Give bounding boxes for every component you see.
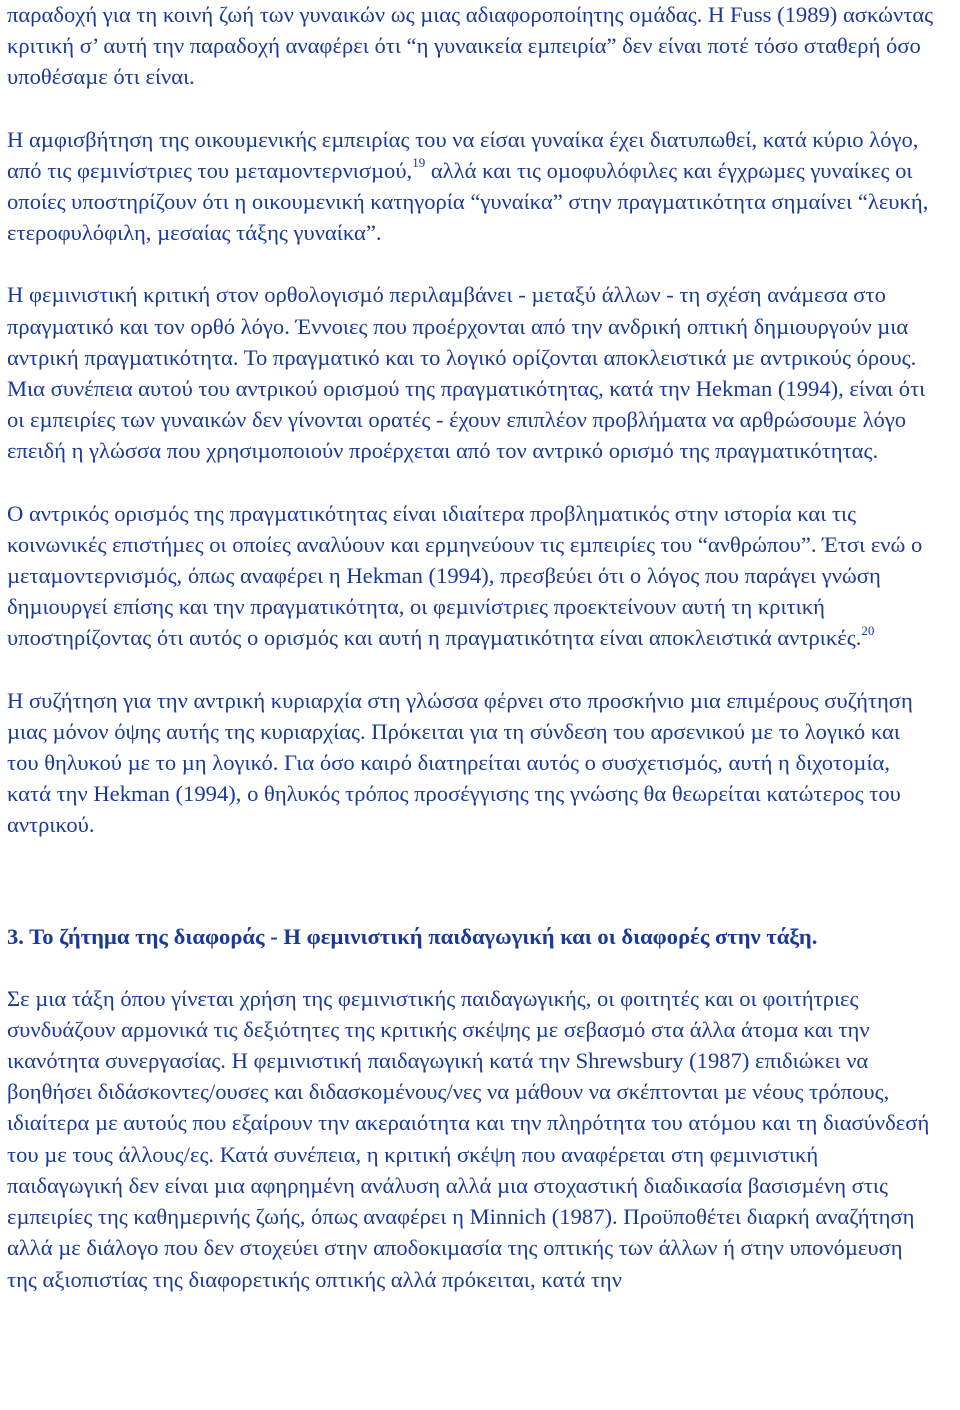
footnote-marker: 19 (412, 155, 426, 171)
paragraph-text: αλλά και τις οµοφυλόφιλες και έγχρωµες γυναίκες οι οποίες υποστηρίζουν ότι η οικουµενική κατηγορία “γυναίκα” στην πραγµατικότητα σηµαίνει “λευκή, ετεροφυλόφιλη, µεσαίας τάξης γυναίκα”. (7, 157, 929, 246)
body-paragraph: Η φεµινιστική κριτική στον ορθολογισµό περιλαµβάνει - µεταξύ άλλων - τη σχέση ανάµεσα στο πραγµατικό και τον ορθό λόγο. Έννοιες που προέρχονται από την ανδρική οπτική δηµιουργούν µια αντρική πραγµατικότητα. Το πραγµατικό και το λογικό ορίζονται αποκλειστικά µε αντρικούς όρους. Μια συνέπεια αυτού του αντρικού ορισµού της πραγµατικότητας, κατά την Hekman (1994), είναι ότι οι εµπειρίες των γυναικών δεν γίνονται ορατές - έχουν επιπλέον προβλήµατα να αρθρώσουµε λόγο επειδή η γλώσσα που χρησιµοποιούν προέρχεται από τον αντρικό ορισµό της πραγµατικότητας. (7, 282, 926, 464)
section-heading: 3. Το ζήτηµα της διαφοράς - Η φεµινιστική παιδαγωγική και οι διαφορές στην τάξη. (7, 923, 818, 949)
body-paragraph: παραδοχή για τη κοινή ζωή των γυναικών ως µιας αδιαφοροποίητης οµάδας. Η Fuss (1989) ασκώντας κριτική σ’ αυτή την παραδοχή αναφέρει ότι “η γυναικεία εµπειρία” δεν είναι ποτέ τόσο σταθερή όσο υποθέσαµε ότι είναι. (7, 2, 934, 90)
paragraph-text: Ο αντρικός ορισµός της πραγµατικότητας είναι ιδιαίτερα προβληµατικός στην ιστορία και τις κοινωνικές επιστήµες οι οποίες αναλύουν και ερµηνεύουν τις εµπειρίες του “ανθρώπου”. Έτσι ενώ ο µεταµοντερνισµός, όπως αναφέρει η Hekman (1994), πρεσβεύει ότι ο λόγος που παράγει γνώση δηµιουργεί επίσης και την πραγµατικότητα, οι φεµινίστριες προεκτείνουν αυτή τη κριτική υποστηρίζοντας ότι αυτός ο ορισµός και αυτή η πραγµατικότητα είναι αποκλειστικά αντρικές. (7, 500, 923, 651)
body-paragraph: Σε µια τάξη όπου γίνεται χρήση της φεµινιστικής παιδαγωγικής, οι φοιτητές και οι φοιτήτριες συνδυάζουν αρµονικά τις δεξιότητες της κριτικής σκέψης µε σεβασµό στα άλλα άτοµα και την ικανότητα συνεργασίας. Η φεµινιστική παιδαγωγική κατά την Shrewsbury (1987) επιδιώκει να βοηθήσει διδάσκοντες/ουσες και διδασκοµένους/νες να µάθουν να σκέπτονται µε νέους τρόπους, ιδιαίτερα µε αυτούς που εξαίρουν την ακεραιότητα και την πληρότητα του ατόµου και τη διασύνδεσή του µε τους άλλους/ες. Κατά συνέπεια, η κριτική σκέψη που αναφέρεται στη φεµινιστική παιδαγωγική δεν είναι µια αφηρηµένη ανάλυση αλλά µια στοχαστική διαδικασία βασισµένη στις εµπειρίες της καθηµερινής ζωής, όπως αναφέρει η Minnich (1987). Προϋποθέτει διαρκή αναζήτηση αλλά µε διάλογο που δεν στοχεύει στην αποδοκιµασία της οπτικής των άλλων ή στην υπονόµευση της αξιοπιστίας της διαφορετικής οπτικής αλλά πρόκειται, κατά την (7, 985, 930, 1292)
body-paragraph: Η συζήτηση για την αντρική κυριαρχία στη γλώσσα φέρνει στο προσκήνιο µια επιµέρους συζήτηση µιας µόνον όψης αυτής της κυριαρχίας. Πρόκειται για τη σύνδεση του αρσενικού µε το λογικό και του θηλυκού µε το µη λογικό. Για όσο καιρό διατηρείται αυτός ο συσχετισµός, αυτή η διχοτοµία, κατά την Hekman (1994), ο θηλυκός τρόπος προσέγγισης της γνώσης θα θεωρείται κατώτερος του αντρικού. (7, 687, 913, 838)
paragraph-text: Η αµφισβήτηση της οικουµενικής εµπειρίας του να είσαι γυναίκα έχει διατυπωθεί, κατά κύριο λόγο, από τις φεµινίστριες του µεταµοντερνισµού, (7, 126, 919, 183)
body-paragraph (7, 124, 936, 249)
body-paragraph (7, 498, 936, 654)
footnote-marker: 20 (861, 622, 875, 638)
